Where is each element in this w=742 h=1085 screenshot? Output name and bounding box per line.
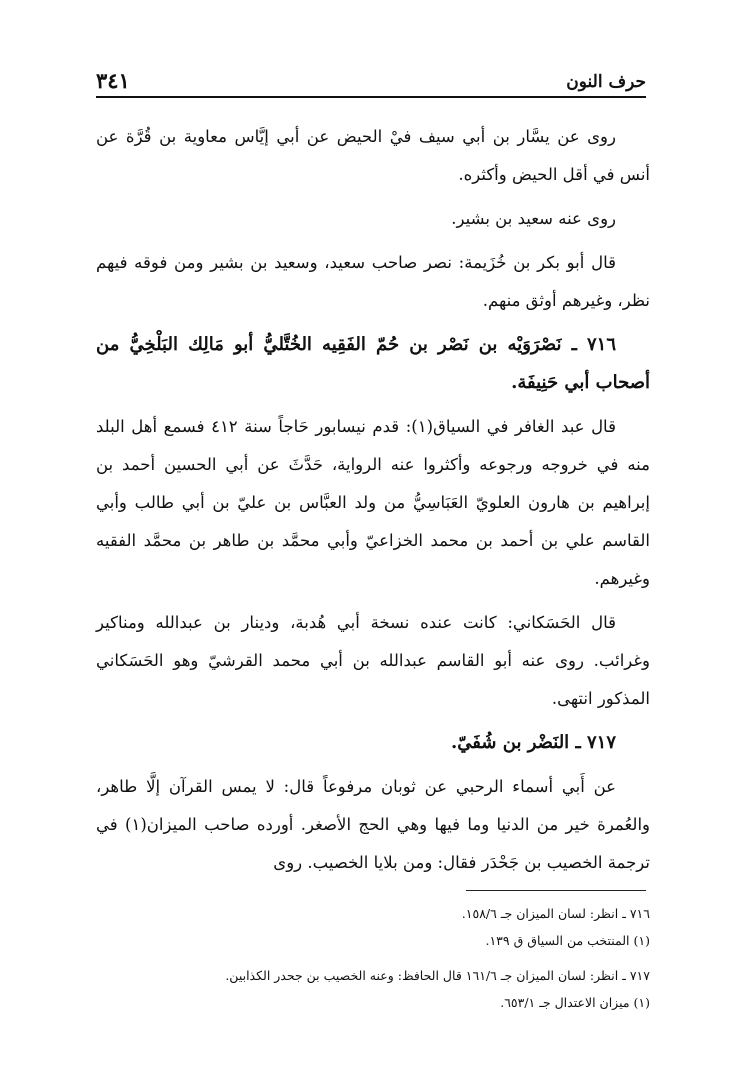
footnote: ٧١٦ ـ انظر: لسان الميزان جـ ١٥٨/٦. [461,906,650,921]
footnote-group-717 [96,962,650,1016]
footnote-group-716 [96,900,650,954]
footnote-divider [466,890,646,891]
paragraph: روى عن يسَّار بن أبي سيف فيْ الحيض عن أبي إيَّاس معاوية بن قُرَّة عن أنس في أقل الحيض وأكثره. [96,127,650,184]
running-header [96,66,646,98]
entry-heading-717: ٧١٧ ـ النَضْر بن شُفَيّ. [451,732,616,753]
chapter-title: حرف النون [566,72,646,92]
footnote: (١) المنتخب من السياق ق ١٣٩. [485,933,650,948]
paragraph: قال أبو بكر بن خُزَيمة: نصر صاحب سعيد، وسعيد بن بشير ومن فوقه فيهم نظر، وغيرهم أوثق منهم. [96,253,650,310]
main-text [96,118,650,888]
paragraph: عن أَبي أسماء الرحبي عن ثوبان مرفوعاً قال: لا يمس القرآن إلَّا طاهر، والعُمرة خير من الدنيا وما فيها وهي الحج الأصغر. أورده صاحب الميزان(١) في ترجمة الخصيب بن جَحْدَر فقال: ومن بلايا الخصيب. روى [96,777,650,872]
paragraph: قال الحَسَكاني: كانت عنده نسخة أبي هُدبة، ودينار بن عبدالله ومناكير وغرائب. روى عنه أبو القاسم عبدالله بن أبي محمد القرشيّ وهو الحَسَكاني المذكور انتهى. [96,613,650,708]
footnote: ٧١٧ ـ انظر: لسان الميزان جـ ١٦١/٦ قال الحافظ: وعنه الخصيب بن جحدر الكذابين. [225,968,650,983]
entry-heading-716: ٧١٦ ـ نَصْرَوَيْه بن نَصْر بن حُمّ الفَقِيه الخُتَّليُّ أبو مَالِك البَلْخِيُّ من أصحاب أبي حَنِيفَة. [96,334,650,393]
page-number: ٣٤١ [96,68,130,93]
footnotes [96,900,650,1024]
paragraph: قال عبد الغافر في السياق(١): قدم نيسابور حَاجاً سنة ٤١٢ فسمع أهل البلد منه في خروجه ورجوعه وأكثروا عنه الرواية، حَدَّثَ عن أبي الحسين أحمد بن إبراهيم بن هارون العلويّ العَبَاسِيُّ من ولد العبَّاس بن عليّ بن أبي طالب وأبي القاسم علي بن أحمد بن محمد الخزاعيّ وأبي محمَّد بن طاهر بن محمَّد الفقيه وغيرهم. [96,417,650,588]
footnote: (١) ميزان الاعتدال جـ ٦٥٣/١. [500,995,650,1010]
paragraph: روى عنه سعيد بن بشير. [451,209,616,228]
